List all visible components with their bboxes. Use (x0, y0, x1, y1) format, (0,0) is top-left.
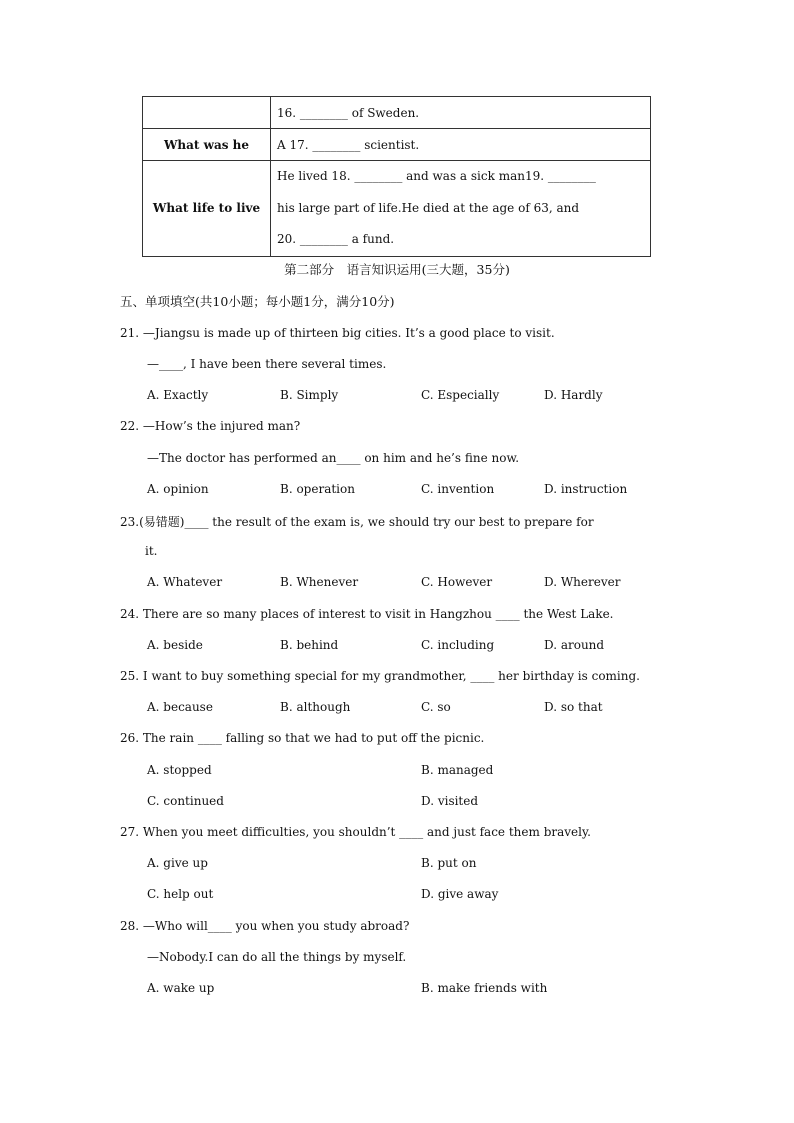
row-label: What was he (143, 129, 271, 161)
option-b: B. Simply (280, 388, 339, 402)
option-a: A. wake up (147, 981, 215, 995)
option-d: D. give away (421, 887, 499, 901)
option-b: B. Whenever (280, 575, 359, 589)
option-a: A. give up (147, 856, 208, 870)
table-row (143, 161, 651, 257)
option-a: A. beside (147, 638, 203, 652)
option-c: C. However (421, 575, 493, 589)
row-label (143, 97, 271, 129)
question-stem: 28. —Who will____ you when you study abroad? (120, 919, 410, 933)
option-d: D. visited (421, 794, 479, 808)
option-b: B. although (280, 700, 351, 714)
option-d: D. so that (544, 700, 603, 714)
option-b: B. managed (421, 763, 494, 777)
question-stem: 25. I want to buy something special for my grandmother, ____ her birthday is coming. (120, 669, 640, 683)
option-d: D. around (544, 638, 605, 652)
option-a: A. opinion (147, 482, 209, 496)
option-a: A. Exactly (147, 388, 209, 402)
table-row (143, 97, 651, 129)
option-d: D. Wherever (544, 575, 621, 589)
option-c: C. continued (147, 794, 224, 808)
option-c: C. invention (421, 482, 495, 496)
option-b: B. behind (280, 638, 339, 652)
content-line: He lived 18. ________ and was a sick man19. ________ (277, 169, 596, 183)
question-stem-continued: —Nobody.I can do all the things by myself. (147, 950, 407, 964)
question-stem-continued: —The doctor has performed an____ on him and he’s fine now. (147, 451, 520, 465)
option-b: B. make friends with (421, 981, 548, 995)
option-c: C. help out (147, 887, 214, 901)
option-d: D. Hardly (544, 388, 603, 402)
option-b: B. put on (421, 856, 477, 870)
question-stem-continued: it. (145, 544, 158, 558)
option-c: C. so (421, 700, 451, 714)
option-a: A. because (147, 700, 213, 714)
content-line: 20. ________ a fund. (277, 232, 395, 246)
table-row (143, 129, 651, 161)
row-label: What life to live (143, 161, 271, 257)
content-line: his large part of life.He died at the age of 63, and (277, 200, 580, 215)
question-stem: 24. There are so many places of interest to visit in Hangzhou ____ the West Lake. (120, 607, 614, 621)
part-title: 五、单项填空(共10小题；每小题1分，满分10分) (120, 294, 395, 309)
question-stem: 27. When you meet difficulties, you shouldn’t ____ and just face them bravely. (120, 825, 591, 839)
option-c: C. including (421, 638, 495, 652)
section-title: 第二部分 语言知识运用(三大题，35分) (284, 262, 510, 277)
question-stem: 22. —How’s the injured man? (120, 419, 301, 433)
row-content: A 17. ________ scientist. (271, 129, 651, 161)
option-c: C. Especially (421, 388, 500, 402)
row-content: 16. ________ of Sweden. (271, 97, 651, 129)
option-b: B. operation (280, 482, 355, 496)
question-stem: 23.(易错题)____ the result of the exam is, we should try our best to prepare for (120, 515, 594, 529)
option-d: D. instruction (544, 482, 628, 496)
option-a: A. Whatever (147, 575, 223, 589)
info-table (142, 96, 651, 257)
row-content (271, 161, 651, 257)
question-stem-continued: —____, I have been there several times. (147, 357, 387, 371)
question-stem: 21. —Jiangsu is made up of thirteen big cities. It’s a good place to visit. (120, 326, 555, 340)
question-stem: 26. The rain ____ falling so that we had to put off the picnic. (120, 731, 485, 745)
option-a: A. stopped (147, 763, 212, 777)
